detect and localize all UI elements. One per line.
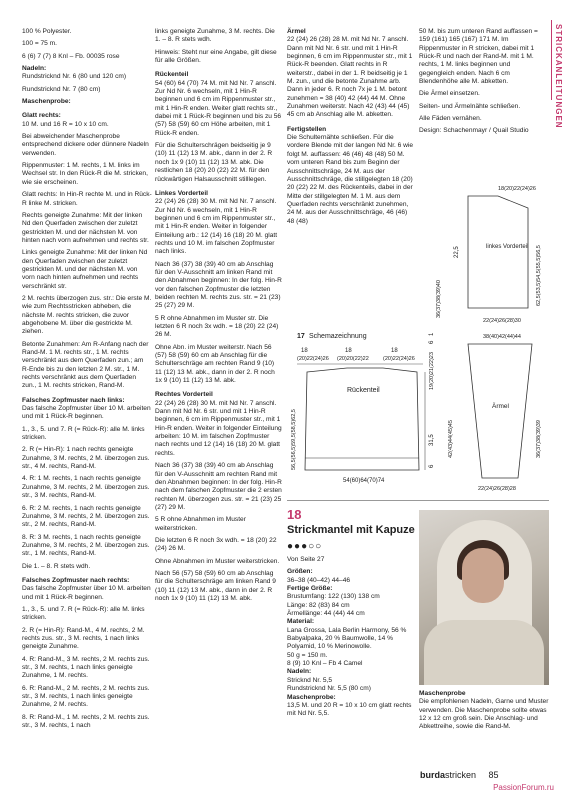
face-shape — [462, 548, 504, 603]
divider — [287, 500, 549, 501]
heading: Falsches Zopfmuster nach rechts: — [22, 576, 130, 584]
text: Betonte Zunahmen: Am R-Anfang nach der Rand-M. 1 M. rechts str., 1 M. rechts verschränkt aus dem Querfaden zun.; am R-Ende bis zu den letzten 2 M. str., 1 M. rechts verschränkt aus dem Querfaden zun., 1 M. rechts stricken, Rand-M. — [22, 340, 149, 390]
pattern-number: 18 — [287, 507, 302, 522]
text: 22 (24) 26 (28) 30 M. mit Nd Nr. 7 anschl. Zur Nd Nr. 6 wechseln, mit 1 Hin-R beginnen und 6 cm im Rippenmuster str., mit 1 Hin-R enden. Weiter in folgender Einteilung arb.: 12 (14) 16 (18) 20 M. glatt rechts und 10 M. im falschen Zopfmuster nach links. — [155, 198, 278, 256]
heading: Größen: — [287, 568, 313, 576]
text: Ohne Abnahmen im Muster weiterstricken. — [155, 557, 280, 565]
column-3 — [287, 28, 414, 230]
text: Rechts geneigte Zunahme: Mit der linken Nd den Querfaden zwischen der zuletzt gestrickten M. und der nächsten M. von hinten nach vorn aufnehmen und rechts str. — [22, 211, 149, 244]
text: 100 = 75 m. — [22, 40, 58, 48]
dim-label: 62,5(53,5)54,5(55,5)56,5 — [536, 245, 542, 306]
text: Alle Fäden vernähen. — [419, 115, 482, 123]
text: 1., 3., 5. und 7. R (= Rück-R): alle M. links stricken. — [22, 605, 145, 622]
text: Länge: 82 (83) 84 cm — [287, 601, 350, 609]
brand-suffix: stricken — [445, 770, 477, 780]
text: Rippenmuster: 1 M. rechts, 1 M. links im Wechsel str. In den Rück-R die M. stricken, wie sie erscheinen. — [22, 162, 148, 186]
text: Rundstricknd Nr. 5,5 (80 cm) — [287, 685, 371, 693]
text: 13,5 M. und 20 R = 10 x 10 cm glatt rechts mit Nd Nr. 5,5. — [287, 701, 412, 718]
column-2 — [155, 28, 282, 607]
dim-label: 56,5(56,5)59,5(58,5)62,5 — [291, 409, 297, 470]
text: Stricknd Nr. 5,5 — [287, 676, 333, 684]
heading: Rückenteil — [155, 71, 189, 79]
watermark: PassionForum.ru — [493, 783, 554, 792]
text: Nach 56 (57) 58 (59) 60 cm ab Anschlag für die Schulterschräge am linken Rand 9 (10) 11 (12) 13 M. abk., dann in der 2. R noch 1x 9 (10) 11 (12) 13 M. abk. — [155, 569, 276, 602]
text: 6. R: Rand-M., 2 M. rechts, 2 M. rechts zus. str., 3 M. rechts, 1 nach links geneigte Zunahme, 2 M. rechts. — [22, 684, 150, 709]
text: Ohne Abn. im Muster weiterstr. Nach 56 (57) 58 (59) 60 cm ab Anschlag für die Schulterschräge am rechten Rand 9 (10) 11 (12) 13 M. abk., dann in der 2. R noch 1x 9 (10) 11 (12) 13 M. abk. — [155, 343, 275, 385]
dim-label: 36(37)38(39)40 — [436, 280, 442, 318]
heading: Nadeln: — [22, 65, 47, 73]
dim-label: 19(20)21(22)23 — [429, 352, 435, 390]
text: Links geneigte Zunahme: Mit der linken Nd den Querfaden zwischen der zuletzt gestrickten M. und der nächsten M. von vorn nach hinten aufnehmen und rechts verschränkt str. — [22, 249, 148, 290]
dim-label: 6 — [429, 464, 435, 468]
text: 8. R: Rand-M., 1 M. rechts, 2 M. rechts zus. str., 3 M. rechts, 1 nach — [22, 713, 150, 730]
dim-label: 18 — [391, 348, 398, 354]
heading: Fertige Größe: — [287, 585, 333, 593]
dim-label: 22(24)26(28)30 — [483, 318, 521, 324]
text: Die Schulternähte schließen. Für die vordere Blende mit der langen Nd Nr. 6 wie folgt M. auffassen: 46 (46) 48 (48) 50 M. vom unteren Rand bis zum Beginn der Ausschnittschräge, 24 M. aus der Ausschnittschräge, die stillgelegten 18 (20) 20 (22) 22 M. des Rückenteils, dabei in der Mitte der stillgelegten M. 1 M. aus dem Querfaden rechts verschränkt zunehmen, 24 M. aus der Ausschnittschräge, 46 (46) 48 (48) — [287, 134, 414, 225]
heading: Ärmel — [287, 28, 306, 35]
back-panel-outline — [305, 368, 419, 470]
text: 6. R: 2 M. rechts, 1 nach rechts geneigte Zunahme, 3 M. rechts, 2 M. überzogen zus. str., 2 M. rechts, Rand-M. — [22, 504, 150, 529]
text: Die letzten 6 R noch 3x wdh. = 18 (20) 22 (24) 26 M. — [155, 536, 277, 553]
heading: Fertigstellen — [287, 125, 327, 133]
text: Lana Grossa, Lala Berlin Harmony, 56 % Babyalpaka, 20 % Baumwolle, 14 % Polyamid, 10 % Merinowolle. — [287, 626, 407, 651]
text: Seiten- und Ärmelnähte schließen. — [419, 102, 521, 110]
dim-label: 31,5 — [429, 434, 435, 446]
text: Von Seite 27 — [287, 556, 325, 563]
text: Für die Schulterschrägen beidseitig je 9 (10) 11 (12) 13 M. abk., dann in der 2. R noch 1x 9 (10) 11 (12) 13 M. abk. Die restlichen 18 (20) 20 (22) 22 M. für den rückwärtigen Halsausschnitt stilllegen. — [155, 142, 273, 183]
dim-label: 54(60)64(70)74 — [343, 478, 385, 484]
sleeve-outline — [468, 344, 532, 478]
text: Die Ärmel einsetzen. — [419, 90, 480, 98]
text: 8 (9) 10 Knl – Fb 4 Camel — [287, 660, 363, 668]
heading: Material: — [287, 618, 315, 626]
panel-label: Ärmel — [492, 403, 509, 410]
model-photo — [419, 510, 549, 685]
text: 50 M. bis zum unteren Rand auffassen = 159 (161) 165 (167) 171 M. Im Rippenmuster in R stricken, dabei mit 1 Rück-R und nach der Rand-M. mit 1 M. rechts, 1 M. links beginnen und gegengleich enden. Nach 6 cm Blendenhöhe alle M. abketten. — [419, 28, 538, 86]
text: 2. R (= Hin-R): Rand-M., 4 M. rechts, 2 M. rechts zus. str., 3 M. rechts, 1 nach links geneigte Zunahme. — [22, 626, 145, 651]
heading: Maschenprobe: — [22, 98, 71, 106]
text: Die empfohlenen Nadeln, Garne und Muster verwenden. Die Maschenprobe sollte etwas 12 x 12 cm groß sein. Die Anschlag- und Abkettreihe, sowie die Rand-M. — [419, 698, 549, 731]
text: Hinweis: Steht nur eine Angabe, gilt diese für alle Größen. — [155, 48, 277, 65]
text: 6 (6) 7 (7) 8 Knl – Fb. 00035 rose — [22, 52, 120, 60]
front-panel-outline — [468, 196, 528, 308]
brand: burda — [420, 770, 446, 780]
text: Rundstricknd Nr. 7 (80 cm) — [22, 85, 101, 93]
dim-label: 42(43)44(45)45 — [448, 420, 454, 458]
text: 5 R ohne Abnahmen im Muster weiterstricken. — [155, 516, 246, 532]
text: Nach 36 (37) 38 (39) 40 cm ab Anschlag für den V-Ausschnitt am linken Rand mit den Abnahmen beginnen: In der folg. Hin-R vor den falschen Zopfmuster die letzten beiden rechten M. rechts zus. str. = 21 (23) 25 (27) 29 M. — [155, 260, 282, 310]
schema-caption: Schemazeichnung — [309, 333, 367, 340]
schema-num: 17 — [297, 333, 305, 340]
text: Das falsche Zopfmuster über 10 M. arbeiten und mit 1 Rück-R beginnen. — [22, 585, 151, 601]
dim-label: (20)22(24)26 — [383, 356, 415, 362]
text: 54 (60) 64 (70) 74 M. mit Nd Nr. 7 anschl. Zur Nd Nr. 6 wechseln, mit 1 Hin-R beginnen und 6 cm im Rippenmuster str., mit 1 Hin-R enden. Weiter glatt rechts str., dabei mit 1 Rück-R beginnen und bis zu 56 (57) 58 (59) 60 cm Höhe arbeiten, mit 1 Rück-R enden. — [155, 79, 282, 137]
text: 2 M. rechts überzogen zus. str.: Die erste M. wie zum Rechtsstricken abheben, die nächste M. rechts stricken, die zuvor abgehobene M. über die gestrickte M. ziehen. — [22, 294, 152, 336]
page-number: 85 — [488, 770, 499, 780]
heading: Glatt rechts: — [22, 112, 61, 120]
heading: Maschenprobe — [419, 690, 466, 697]
text: Design: Schachenmayr / Quail Studio — [419, 127, 529, 135]
text: 4. R: 1 M. rechts, 1 nach rechts geneigte Zunahme, 3 M. rechts, 2 M. überzogen zus. str., 3 M. rechts, Rand-M. — [22, 475, 150, 500]
footer — [420, 770, 499, 780]
heading: Falsches Zopfmuster nach links: — [22, 396, 125, 404]
difficulty-rating: ●●●○○ — [287, 541, 323, 552]
dim-label: 36(37)38(39)39 — [536, 420, 542, 458]
text: Bei abweichender Maschenprobe entsprechend dickere oder dünnere Nadeln verwenden. — [22, 133, 149, 157]
section-tab: STRICKANLEITUNGEN — [551, 20, 566, 100]
text: 22 (24) 26 (28) 28 M. mit Nd Nr. 7 anschl. Dann mit Nd Nr. 6 str. und mit 1 Hin-R beginnen, 6 cm im Rippenmuster str., mit 1 Rück-R beenden. Glatt rechts in R weiterstr., dabei in der 1. R beidseitig je 1 M. zun., und die betonte Zunahme arb. Dann in jeder 6. R noch 7x je 1 M. betont zunehmen = 38 (40) 42 (44) 44 M. Ohne Zunahmen weiterstr. Nach 42 (43) 44 (45) 45 cm ab Anschlag alle M. abketten. — [287, 36, 413, 119]
dim-label: 18 — [301, 348, 308, 354]
text: 22 (24) 26 (28) 30 M. mit Nd Nr. 7 anschl. Dann mit Nd Nr. 6 str. und mit 1 Hin-R beginnen, 6 cm im Rippenmuster str., mit 1 Hin-R enden. Weiter in folgender Einteilung arbeiten: 10 M. im falschen Zopfmuster nach rechts und 12 (14) 16 (18) 20 M. glatt rechts. — [155, 399, 282, 457]
dim-label: 1 — [429, 332, 435, 336]
dim-label: 22,5 — [454, 246, 460, 258]
heading: Maschenprobe: — [287, 693, 336, 701]
heading: Nadeln: — [287, 668, 312, 676]
dim-label: 38(40)42(44)44 — [483, 334, 521, 340]
dim-label: (20)22(24)26 — [297, 356, 329, 362]
text: 50 g = 150 m. — [287, 651, 328, 659]
text: Die 1. – 8. R stets wdh. — [22, 562, 91, 570]
text: 1., 3., 5. und 7. R (= Rück-R): alle M. links stricken. — [22, 425, 145, 442]
panel-label: Rückenteil — [347, 387, 380, 394]
text: Das falsche Zopfmuster über 10 M. arbeiten und mit 1 Rück-R beginnen. — [22, 405, 151, 421]
dim-label: 6 — [429, 340, 435, 344]
dim-label: (20)20(22)22 — [337, 356, 369, 362]
heading: Linkes Vorderteil — [155, 189, 209, 197]
dim-label: 22(24)26(28)28 — [478, 486, 516, 492]
coat-shape — [424, 620, 544, 685]
text: 5 R ohne Abnahmen im Muster str. Die letzten 6 R noch 3x wdh. = 18 (20) 22 (24) 26 M. — [155, 314, 279, 339]
front-and-sleeve-drawing — [428, 178, 558, 498]
text: Brustumfang: 122 (130) 138 cm — [287, 593, 380, 601]
column-4 — [419, 28, 546, 140]
heading: Rechtes Vorderteil — [155, 391, 213, 399]
text: links geneigte Zunahme, 3 M. rechts. Die 1. – 8. R stets wdh. — [155, 28, 275, 44]
text: 2. R (= Hin-R): 1 nach rechts geneigte Zunahme, 3 M. rechts, 2 M. überzogen zus. str., 4 M. rechts, Rand-M. — [22, 446, 150, 471]
text: 36–38 (40–42) 44–46 — [287, 576, 351, 584]
dim-label: 18 — [345, 348, 352, 354]
text: Rundstricknd Nr. 6 (80 und 120 cm) — [22, 73, 127, 81]
text: 4. R: Rand-M., 3 M. rechts, 2 M. rechts zus. str., 3 M. rechts, 1 nach links geneigte Zunahme, 1 M. rechts. — [22, 655, 150, 680]
text: 10 M. und 16 R = 10 x 10 cm. — [22, 120, 109, 128]
column-1 — [22, 28, 152, 734]
pattern-info — [287, 556, 414, 719]
text: Ärmellänge: 44 (44) 44 cm — [287, 610, 365, 618]
dim-label: 18(20)22(24)26 — [498, 186, 536, 192]
text: 8. R: 3 M. rechts, 1 nach rechts geneigte Zunahme, 3 M. rechts, 2 M. überzogen zus. str., 1 M. rechts, Rand-M. — [22, 533, 150, 558]
text: Glatt rechts: In Hin-R rechte M. und in Rück-R linke M. stricken. — [22, 191, 152, 207]
text: Nach 36 (37) 38 (39) 40 cm ab Anschlag für den V-Ausschnitt am rechten Rand mit den Abnahmen beginnen: In der folg. Hin-R nach dem falschen Zopfmuster die 2 ersten rechten M. überzogen zus. str. = 21 (23) 25 (27) 29 M. — [155, 462, 282, 511]
pattern-title: Strickmantel mit Kapuze — [287, 524, 415, 536]
text: 100 % Polyester. — [22, 28, 72, 35]
maschenprobe-box — [419, 690, 549, 732]
panel-label: linkes Vorderteil — [486, 244, 529, 250]
